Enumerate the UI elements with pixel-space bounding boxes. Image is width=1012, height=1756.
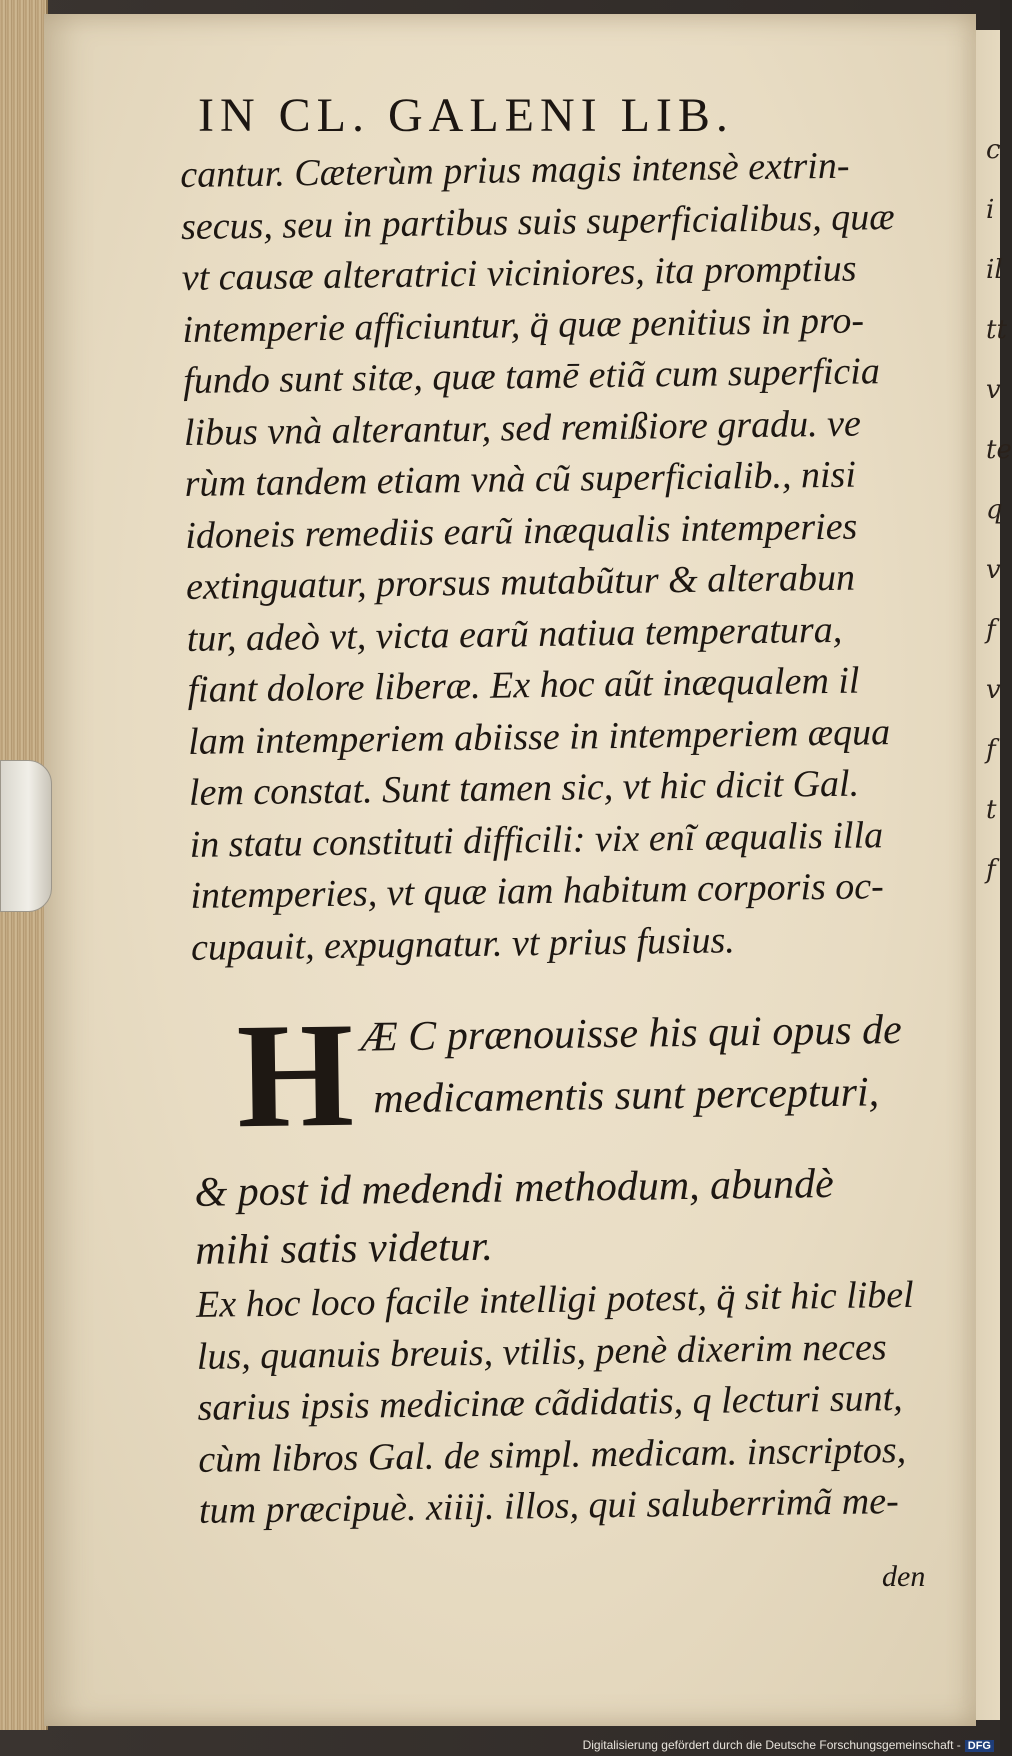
catchword: den: [882, 1560, 926, 1593]
text-line: mihi satis videtur.: [195, 1223, 494, 1274]
text-line: sarius ipsis medicinæ cãdidatis, q lecturi sunt,: [197, 1377, 903, 1429]
text-line: lus, quanuis breuis, vtilis, penè dixerim neces: [196, 1325, 887, 1378]
text-line: lem constat. Sunt tamen sic, vt hic dicit Gal.: [188, 762, 860, 814]
text-line: lam intemperiem abiisse in intemperiem æqua: [187, 710, 891, 763]
text-line: cùm libros Gal. de simpl. medicam. inscriptos,: [197, 1428, 907, 1481]
facing-page-text: c i il tt v te q v f v f t f: [986, 135, 1012, 885]
running-header: IN CL. GALENI LIB.: [198, 89, 734, 142]
text-line: idoneis remediis earũ inæqualis intemperies: [185, 505, 858, 557]
initial-paragraph: [192, 991, 954, 1164]
text-line: & post id medendi methodum, abundè: [194, 1160, 835, 1216]
text-line: cantur. Cæterùm prius magis intensè extrin-: [180, 144, 850, 196]
text-line: medicamentis sunt percepturi,: [372, 1069, 880, 1123]
text-line: vt causæ alteratrici viciniores, ita promptius: [181, 247, 857, 299]
text-line: Æ C prænouisse his qui opus de: [360, 1007, 903, 1061]
text-line: rùm tandem etiam vnà cũ superficialib., nisi: [184, 453, 857, 505]
text-line: tur, adeò vt, victa earũ natiua temperatura,: [186, 608, 843, 660]
drop-cap: H: [235, 991, 355, 1160]
text-line: libus vnà alterantur, sed remißiore gradu. ve: [183, 402, 862, 454]
text-line: intemperies, vt quæ iam habitum corporis oc-: [190, 865, 885, 917]
text-line: tum præcipuè. xiiij. illos, qui saluberrimã me-: [198, 1480, 900, 1532]
digitization-credit: [583, 1738, 994, 1752]
text-line: Ex hoc loco facile intelligi potest, q̈ sit hic libel: [195, 1273, 914, 1326]
text-line: intemperie afficiuntur, q̈ quæ penitius in pro-: [182, 298, 865, 351]
dfg-logo: DFG: [965, 1740, 994, 1752]
text-line: in statu constituti difficili: vix enĩ æqualis illa: [189, 813, 884, 866]
text-line: fundo sunt sitæ, quæ tamē etiã cum superficia: [182, 350, 881, 402]
text-line: cupauit, expugnatur. vt prius fusius.: [190, 918, 735, 969]
credit-text: Digitalisierung gefördert durch die Deutsche Forschungsgemeinschaft -: [582, 1738, 961, 1752]
page-text: [180, 139, 959, 1537]
text-line: fiant dolore liberæ. Ex hoc aũt inæqualem il: [187, 659, 860, 711]
text-line: extinguatur, prorsus mutabũtur & alterabun: [185, 556, 856, 608]
text-line: secus, seu in partibus suis superficialibus, quæ: [180, 195, 895, 248]
book-clip: [0, 760, 52, 912]
